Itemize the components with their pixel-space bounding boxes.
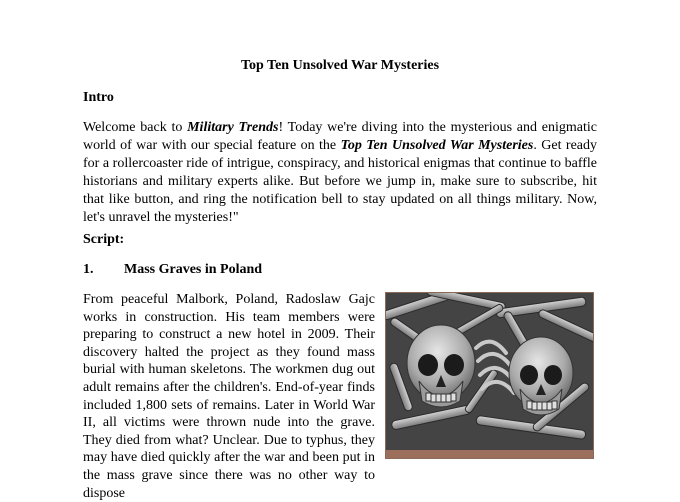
intro-paragraph (83, 119, 597, 227)
skulls-and-bones-photo (385, 292, 594, 459)
intro-text: ! Today we're diving into the mysterious and enigmatic world of war with our special feature on the (83, 120, 597, 153)
document-title: Top Ten Unsolved War Mysteries (240, 58, 440, 73)
section-number: 1. (83, 262, 94, 277)
intro-heading: Intro (83, 90, 114, 105)
section-title: Mass Graves in Poland (124, 262, 263, 277)
section-body: From peaceful Malbork, Poland, Radoslaw Gajc works in construction. His team members were preparing to construct a new hotel in 2009. Their discovery halted the project as they found mass burial with human skeletons. The workmen dug out adult remains after the children's. End-of-year finds included 1,800 sets of remains. Later in World War II, all victims were thrown nude into the grave. They died from what? Unclear. Due to typhus, they may have died quickly after the war and been put in the mass grave since there was no other way to dispose (83, 292, 375, 501)
channel-name: Military Trends (187, 120, 279, 135)
feature-name: Top Ten Unsolved War Mysteries (340, 138, 534, 153)
intro-text: Welcome back to (83, 120, 188, 135)
intro-text: . Get ready for a rollercoaster ride of intrigue, conspiracy, and historical enigmas that continue to baffle historians and military experts alike. But before we jump in, make sure to subscribe, hit that like button, and ring the notification bell to stay updated on all things military. Now, let's unravel the mysteries!" (83, 138, 597, 225)
script-heading: Script: (83, 232, 125, 247)
